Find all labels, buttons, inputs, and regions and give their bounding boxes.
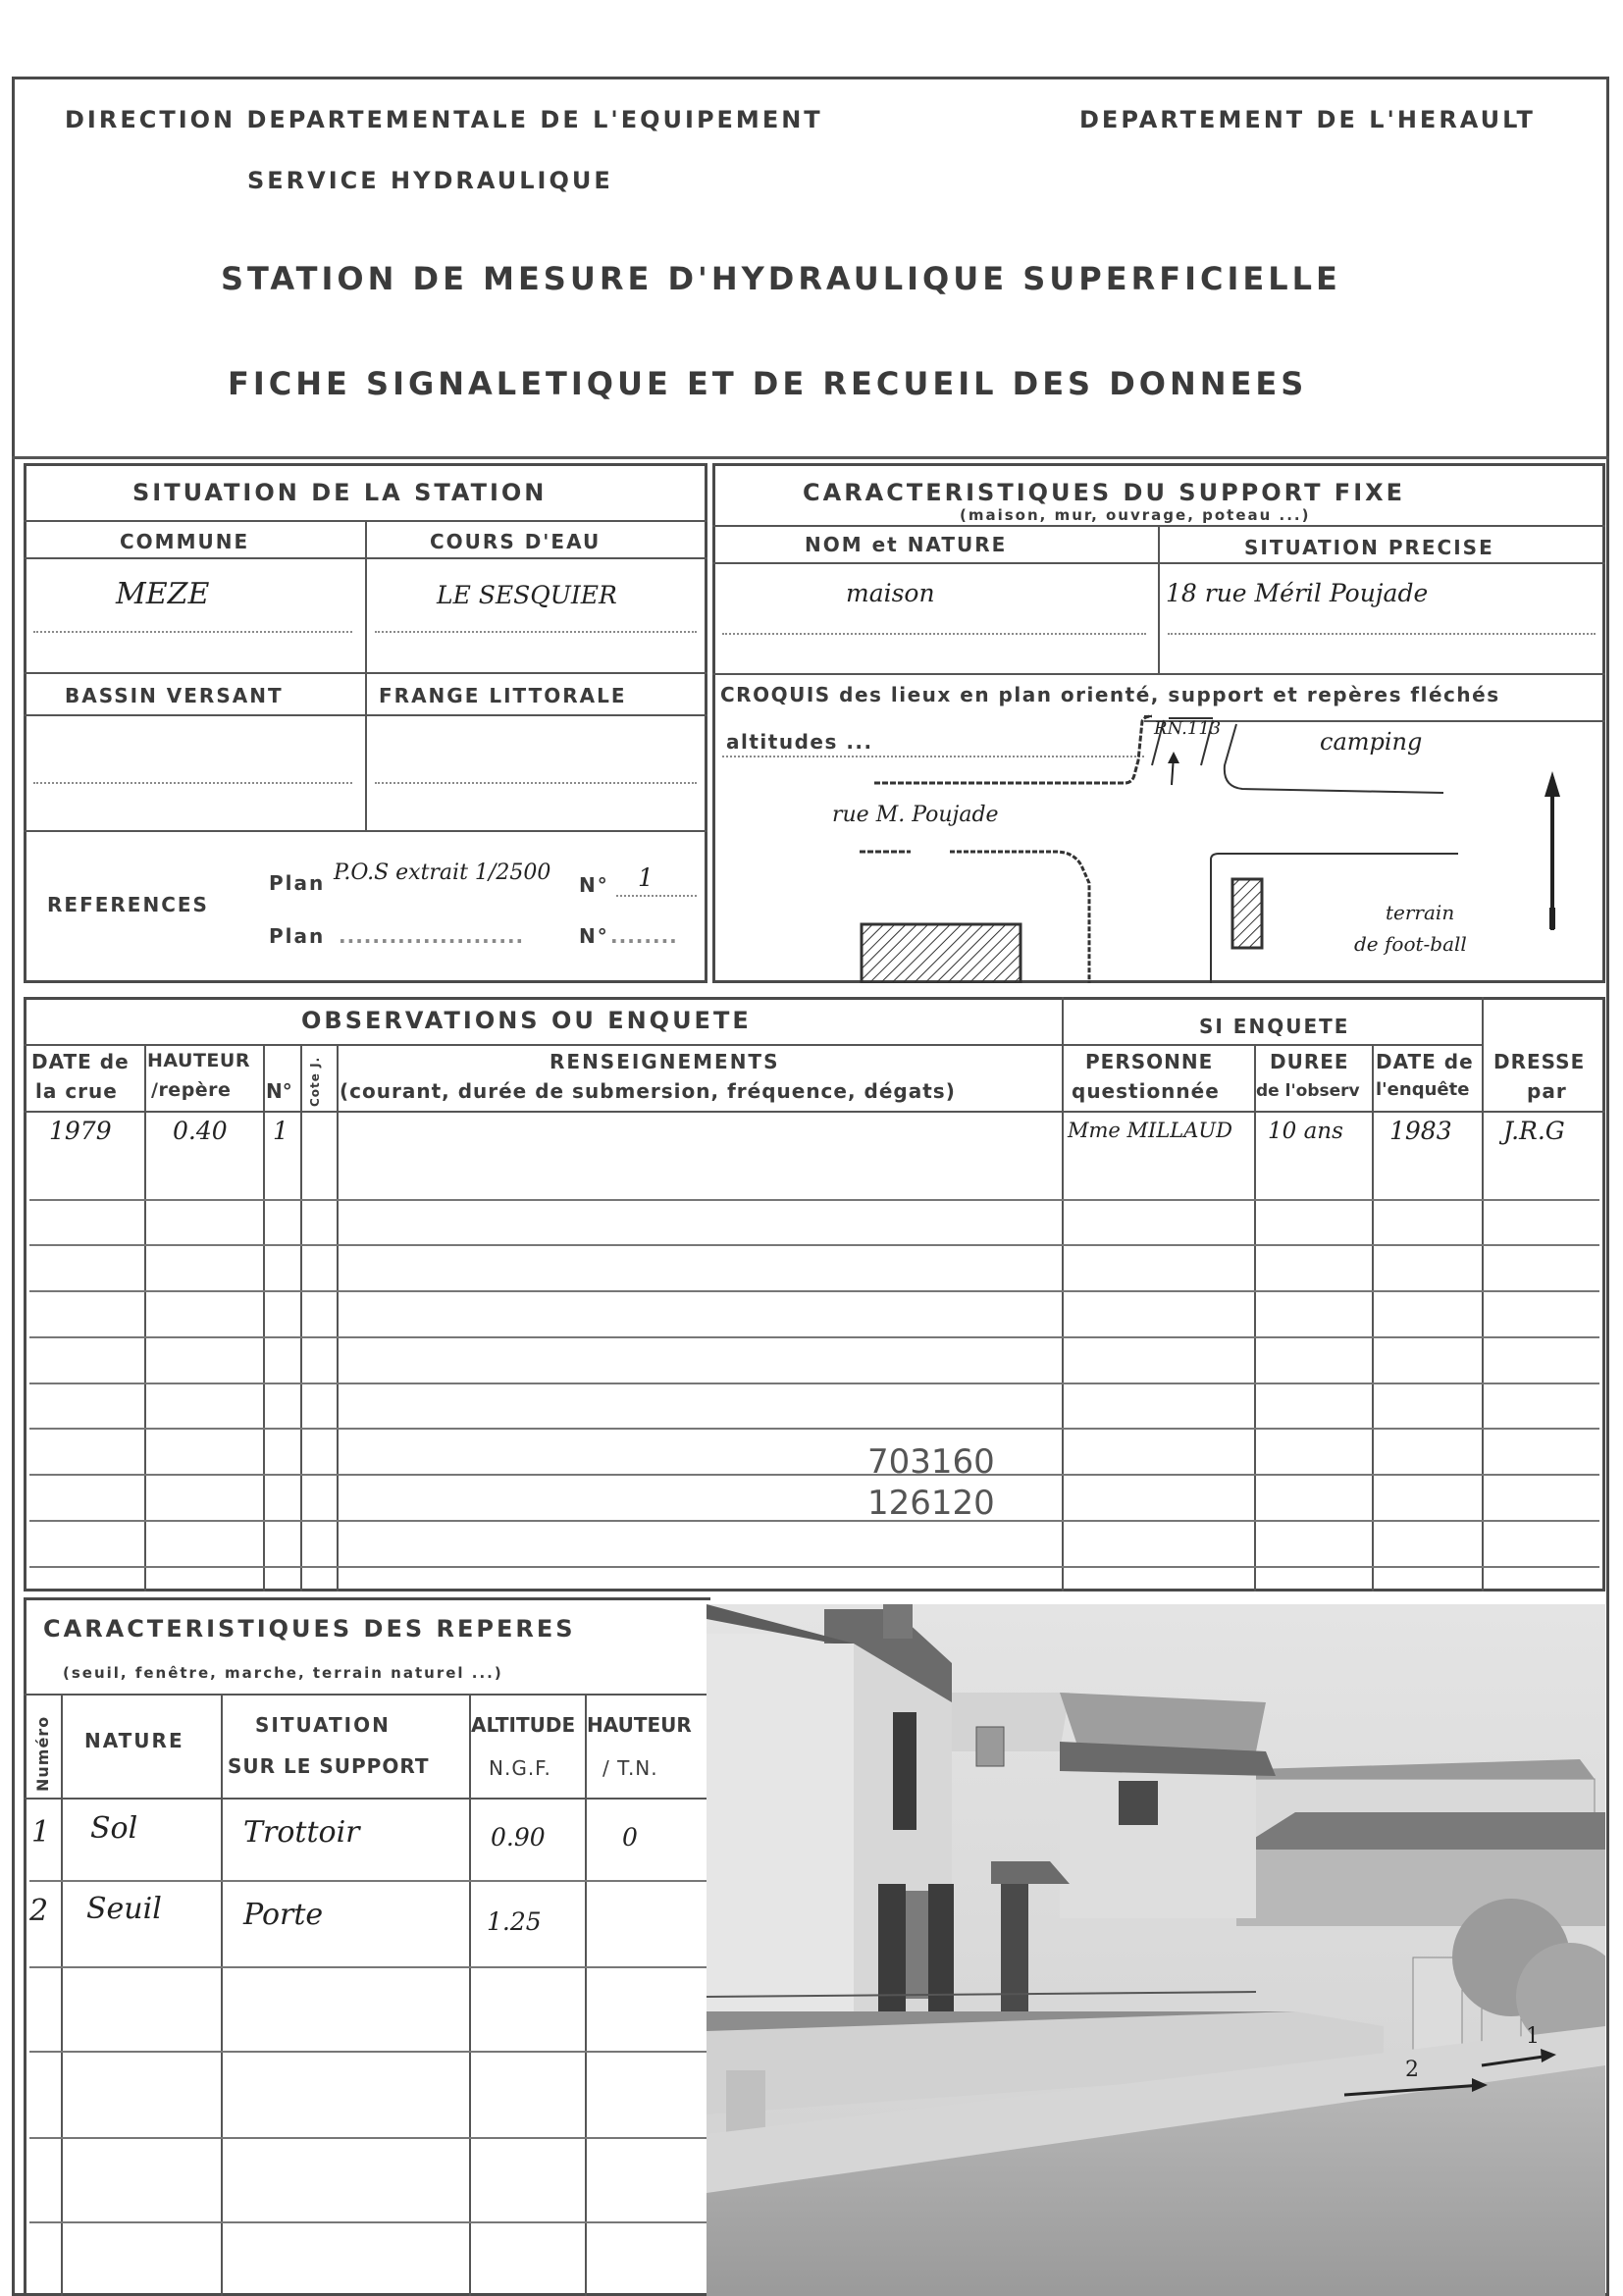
situation-dotline	[375, 631, 697, 633]
support-rule	[712, 673, 1605, 675]
plan2-no-dots: ........	[610, 924, 678, 948]
obs-row-line	[29, 1520, 1599, 1522]
col-date-crue-2: la crue	[35, 1079, 118, 1103]
commune-value: MEZE	[116, 577, 210, 611]
col-hauteur-tn-1: HAUTEUR	[587, 1713, 692, 1737]
situation-dotline	[33, 631, 352, 633]
col-altitude-2: N.G.F.	[489, 1756, 551, 1780]
reperes-title: CARACTERISTIQUES DES REPERES	[43, 1615, 576, 1643]
col-situation-2: SUR LE SUPPORT	[228, 1754, 430, 1778]
obs-col-divider	[263, 1044, 265, 1592]
col-dresse-2: par	[1527, 1079, 1567, 1103]
plan1-no-value: 1	[638, 863, 654, 892]
plan1-no-label: N°	[579, 873, 609, 897]
croquis-label: CROQUIS des lieux en plan orienté, support et repères fléchés	[720, 683, 1500, 706]
col-hauteur-tn-2: / T.N.	[602, 1756, 658, 1780]
situation-precise-label: SITUATION PRECISE	[1244, 536, 1494, 559]
repere-altitude: 1.25	[487, 1907, 542, 1936]
obs-col-divider	[337, 1044, 339, 1592]
croquis-sketch	[712, 706, 1605, 983]
col-dresse-1: DRESSE	[1493, 1050, 1586, 1073]
sketch-rue-label: rue M. Poujade	[832, 803, 999, 827]
page-subtitle: FICHE SIGNALETIQUE ET DE RECUEIL DES DONNEES	[228, 365, 1308, 402]
reperes-col-divider	[61, 1694, 63, 2296]
plan1-dotline	[616, 895, 697, 897]
obs-row-line	[29, 1290, 1599, 1292]
obs-row-line	[29, 1244, 1599, 1246]
repere-num: 2	[29, 1894, 49, 1928]
reperes-rule	[24, 1694, 710, 1696]
situation-rule	[24, 672, 707, 674]
plan1-label: Plan	[269, 871, 326, 895]
sketch-camping-label: camping	[1320, 728, 1423, 756]
col-date-enquete-2: l'enquête	[1376, 1079, 1470, 1100]
obs-col-divider	[1254, 1044, 1256, 1592]
col-numero: Numéro	[33, 1715, 52, 1792]
col-duree-1: DUREE	[1270, 1050, 1349, 1073]
obs-row-line	[29, 1566, 1599, 1568]
si-enquete-label: SI ENQUETE	[1199, 1015, 1350, 1038]
header-direction: DIRECTION DEPARTEMENTALE DE L'EQUIPEMENT	[65, 106, 823, 133]
reperes-row-line	[29, 2137, 707, 2139]
situation-title: SITUATION DE LA STATION	[132, 479, 548, 506]
col-renseignements-1: RENSEIGNEMENTS	[550, 1050, 780, 1073]
obs-row-line	[29, 1383, 1599, 1384]
obs-row-line	[29, 1336, 1599, 1338]
obs-col-divider	[1062, 997, 1064, 1592]
col-no: N°	[266, 1079, 292, 1103]
col-nature: NATURE	[84, 1729, 184, 1752]
header-service: SERVICE HYDRAULIQUE	[247, 167, 613, 194]
sketch-terrain-label: terrain	[1386, 901, 1455, 924]
support-dotline	[1168, 633, 1596, 635]
col-cote: Cote J.	[308, 1056, 322, 1107]
commune-label: COMMUNE	[120, 530, 250, 553]
support-col-divider	[1158, 525, 1160, 674]
station-photo-drawing	[707, 1604, 1605, 2296]
col-personne-2: questionnée	[1072, 1079, 1220, 1103]
cours-label: COURS D'EAU	[430, 530, 602, 553]
reperes-row-line	[29, 2051, 707, 2053]
situation-rule	[24, 557, 707, 559]
situation-rule	[24, 830, 707, 832]
reperes-rule	[24, 1798, 710, 1800]
bassin-label: BASSIN VERSANT	[65, 684, 284, 707]
header-divider	[12, 456, 1609, 459]
reperes-col-divider	[221, 1694, 223, 2296]
situation-rule	[24, 714, 707, 716]
support-dotline	[722, 633, 1146, 635]
sketch-football-label: de foot-ball	[1354, 932, 1467, 956]
nom-value: maison	[846, 579, 935, 607]
nom-label: NOM et NATURE	[805, 533, 1008, 556]
col-duree-2: de l'observ	[1256, 1081, 1360, 1101]
col-renseignements-2: (courant, durée de submersion, fréquence, dégats)	[340, 1079, 956, 1103]
col-hauteur-1: HAUTEUR	[147, 1050, 250, 1071]
obs-header-rule	[1062, 1044, 1482, 1046]
obs-col-divider	[300, 1044, 302, 1592]
col-date-crue-1: DATE de	[31, 1050, 130, 1073]
col-situation-1: SITUATION	[255, 1713, 391, 1737]
photo-mark-2: 2	[1405, 2058, 1419, 2082]
reperes-col-divider	[585, 1694, 587, 2296]
reperes-row-line	[29, 2221, 707, 2223]
reperes-subtitle: (seuil, fenêtre, marche, terrain naturel ...)	[63, 1664, 503, 1682]
obs-dresse: J.R.G	[1503, 1117, 1565, 1145]
obs-col-divider	[1372, 1044, 1374, 1592]
repere-altitude: 0.90	[491, 1823, 546, 1852]
coord-y: 126120	[867, 1484, 995, 1523]
col-personne-1: PERSONNE	[1085, 1050, 1214, 1073]
situation-col-divider	[365, 520, 367, 832]
col-hauteur-2: /repère	[151, 1079, 232, 1101]
repere-situation: Porte	[243, 1898, 324, 1932]
header-departement: DEPARTEMENT DE L'HERAULT	[1079, 106, 1536, 133]
obs-duree: 10 ans	[1268, 1119, 1343, 1144]
obs-col-divider	[1482, 997, 1484, 1592]
plan2-label: Plan	[269, 924, 326, 948]
obs-header-rule	[24, 1044, 1062, 1046]
coord-x: 703160	[867, 1442, 995, 1482]
altitudes-label: altitudes ...	[726, 730, 873, 754]
repere-situation: Trottoir	[243, 1815, 360, 1850]
obs-row-line	[29, 1199, 1599, 1201]
reperes-row-line	[29, 1966, 707, 1968]
plan2-dots: ......................	[339, 924, 525, 948]
page-title: STATION DE MESURE D'HYDRAULIQUE SUPERFICIELLE	[221, 260, 1341, 297]
frange-label: FRANGE LITTORALE	[379, 684, 627, 707]
col-date-enquete-1: DATE de	[1376, 1050, 1474, 1073]
support-rule	[712, 562, 1605, 564]
obs-hauteur: 0.40	[173, 1117, 228, 1145]
situation-dotline	[375, 782, 697, 784]
support-subtitle: (maison, mur, ouvrage, poteau ...)	[960, 506, 1311, 524]
station-photo	[707, 1604, 1605, 2296]
plan2-no-label: N°	[579, 924, 609, 948]
reperes-row-line	[29, 1880, 707, 1882]
obs-header-rule	[24, 1111, 1605, 1113]
repere-hauteur: 0	[622, 1823, 638, 1852]
observations-title: OBSERVATIONS OU ENQUETE	[301, 1007, 752, 1034]
sketch-rn-label: RN.113	[1154, 718, 1222, 739]
obs-row-line	[29, 1428, 1599, 1430]
reperes-col-divider	[469, 1694, 471, 2296]
repere-nature: Sol	[90, 1811, 138, 1846]
col-altitude-1: ALTITUDE	[471, 1713, 576, 1737]
support-title: CARACTERISTIQUES DU SUPPORT FIXE	[803, 479, 1406, 506]
repere-nature: Seuil	[86, 1892, 162, 1926]
repere-num: 1	[31, 1815, 51, 1850]
obs-personne: Mme MILLAUD	[1068, 1119, 1232, 1142]
obs-date-crue: 1979	[49, 1117, 112, 1145]
references-label: REFERENCES	[47, 893, 209, 916]
reperes-box	[24, 1597, 710, 2296]
obs-no: 1	[273, 1117, 288, 1145]
obs-date-enquete: 1983	[1389, 1117, 1452, 1145]
plan1-value: P.O.S extrait 1/2500	[334, 861, 551, 885]
obs-row-line	[29, 1474, 1599, 1476]
obs-col-divider	[144, 1044, 146, 1592]
situation-dotline	[33, 782, 352, 784]
cours-value: LE SESQUIER	[437, 581, 617, 609]
photo-mark-1: 1	[1526, 2024, 1540, 2049]
situation-precise-value: 18 rue Méril Poujade	[1166, 579, 1429, 607]
